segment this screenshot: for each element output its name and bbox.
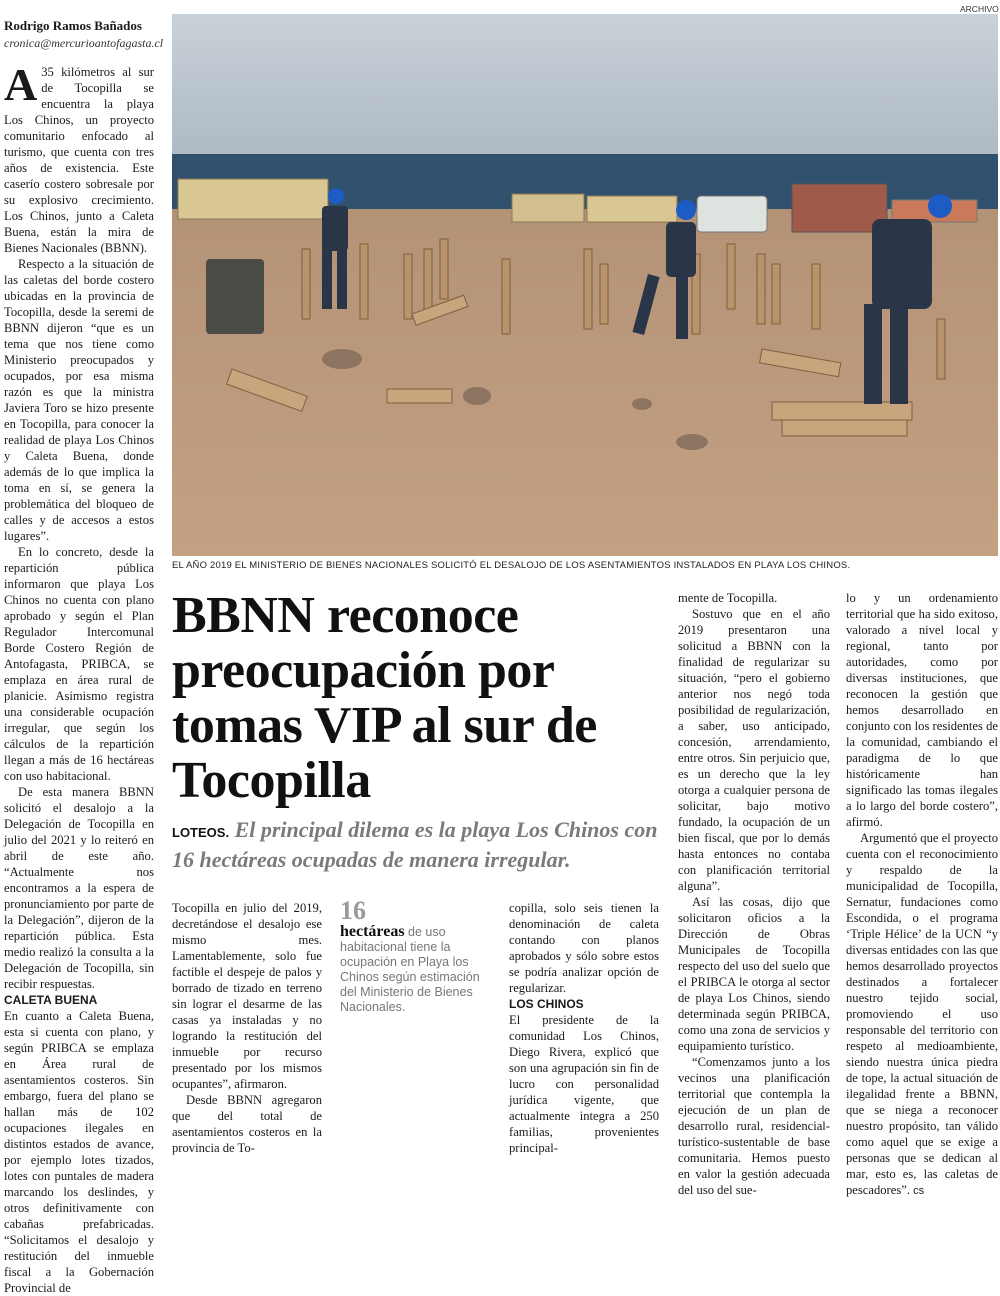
author-email: cronica@mercurioantofagasta.cl <box>4 36 164 50</box>
paragraph: “Comenzamos junto a los vecinos una planificación territorial que contempla la ejecución de un plan de desarrollo rural, residencial-turístico-sustentable de base comunitaria. Hemos puesto en valor la gestión adecuada del uso del sue- <box>678 1055 830 1197</box>
paragraph: Así las cosas, dijo que solicitaron oficios a la Dirección de Obras Municipales de Tocopilla respecto del uso del suelo que el PRIBCA le otorga al sector de playa Los Chinos, siendo determinada según PRIBCA, como una zona de servicios y equipamiento turístico. <box>678 895 830 1053</box>
photo-caption: EL AÑO 2019 EL MINISTERIO DE BIENES NACIONALES SOLICITÓ EL DESALOJO DE LOS ASENTAMIENTOS INSTALADOS EN PLAYA LOS CHINOS. <box>172 560 851 571</box>
paragraph: El presidente de la comunidad Los Chinos, Diego Rivera, explicó que son una agrupación sin fin de lucro con personalidad jurídica vigente, que actualmente integra a 250 familias, provenientes principal- <box>509 1013 659 1155</box>
paragraph: En cuanto a Caleta Buena, esta si cuenta con plano, y según PRIBCA se emplaza en Área rural de asentamientos costeros. Sin embargo, fuera del plano se hallan más de 102 ocupaciones ilegales en distintos estados de avance, por ejemplo lotes tizados, lotes con puntales de madera marcando los deslindes, y otros definitivamente con cabañas prefabricadas. “Solicitamos el desalojo y restitución del inmueble fiscal a la Gobernación Provincial de <box>4 1009 154 1295</box>
stat-label: hectáreas <box>340 923 405 940</box>
paragraph: Desde BBNN agregaron que del total de asentamientos costeros en la provincia de To- <box>172 1093 322 1155</box>
article-column-4 <box>678 590 830 1198</box>
article-photo <box>172 14 998 556</box>
end-mark-icon: cs <box>913 1185 925 1197</box>
article-column-5 <box>846 590 998 1199</box>
lead-paragraph: A 35 kilómetros al sur de Tocopilla se encuentra la playa Los Chinos, un proyecto comunitario enfocado al turismo, que cuenta con tres años de existencia. Este caserío costero sobresale por su explosivo crecimiento. Los Chinos, junto a Caleta Buena, están la mira de Bienes Nacionales (BBNN). <box>4 59 154 255</box>
paragraph: Sostuvo que en el año 2019 presentaron una solicitud a BBNN con la finalidad de regularizar su situación, “pero el gobierno anterior nos negó toda posibilidad de regularización, a saber, uso anticipado, concesión, arrendamiento, entre otros. Sin perjuicio que, es un derecho que la ley otorga a cualquier persona de solicitar, bajo motivo fundado, la ocupación de un bien fiscal, que por lo demás hasta entonces no contaba con planificación territorial alguna”. <box>678 607 830 893</box>
sky <box>172 14 998 159</box>
subhead-caleta-buena: CALETA BUENA <box>4 993 98 1007</box>
beach-workers-illustration <box>172 14 998 556</box>
stat-description: hectáreas de uso habitacional tiene la ocupación en Playa los Chinos según estimación del Ministerio de Bienes Nacionales. <box>340 923 480 1014</box>
deck-kicker: LOTEOS. <box>172 825 230 840</box>
deck <box>172 816 672 873</box>
paragraph: mente de Tocopilla. <box>678 591 778 605</box>
article-column-2 <box>172 900 322 1156</box>
stat-number: 16 <box>340 896 366 925</box>
paragraph: De esta manera BBNN solicitó el desalojo a la Delegación de Tocopilla en julio del 2021 y lo reiteró en abril de este año. “Actualmente nos encontramos a la espera de pronunciamiento por parte de la Delegación”, dijeron de la repartición pública. Esta medio realizó la consulta a la Delegación de Tocopilla, sin recibir respuestas. <box>4 785 154 991</box>
drop-cap: A <box>4 59 38 110</box>
paragraph: Tocopilla en julio del 2019, decretándose el desalojo ese mismo mes. Lamentablemente, solo fue factible el despeje de palos y borrado de tizado en terreno sin lograr el desarme de las casas ya instaladas y no logrando la restitución del inmueble por recurso presentado por los mismos ocupantes”, afirmaron. <box>172 901 322 1091</box>
deck-text: El principal dilema es la playa Los Chinos con 16 hectáreas ocupadas de manera irregular. <box>172 817 658 872</box>
paragraph: lo y un ordenamiento territorial que ha sido exitoso, valorado a nivel local y regional, tanto por autoridades, como por diversas instituciones, que reconocen la gestión que hemos desarrollado en conjunto con los residentes de la comunidad, cambiando el paradigma de lo que históricamente han significado las tomas ilegales a lo largo del borde costero”, afirmó. <box>846 591 998 829</box>
headline: BBNN reconoce preocupación por tomas VIP al sur de Tocopilla <box>172 587 597 809</box>
paragraph: Respecto a la situación de las caletas del borde costero ubicadas en la provincia de Tocopilla, desde la seremi de BBNN dijeron “que es un tema que nos tiene como Ministerio preocupados y ocupados, por esa misma razón es que la ministra Javiera Toro se hizo presente en Tocopilla, para conocer la realidad de playa Los Chinos y Caleta Buena, donde además de lo que implica la toma en sí, se genera la problemática del bloqueo de calles y de accesos a estos lugares”. <box>4 257 154 543</box>
paragraph: En lo concreto, desde la repartición pública informaron que playa Los Chinos no cuenta con plano aprobado y según el Plan Regulador Intercomunal Borde Costero Región de Antofagasta, PRIBCA, se emplaza en área rural de planicie. Asimismo registra una considerable ocupación irregular, que según los cálculos de la repartición llegan a más de 16 hectáreas con uso habitacional. <box>4 545 154 783</box>
paragraph: copilla, solo seis tienen la denominación de caleta contando con planos aprobados y sólo sobre estos se podría analizar opción de regularizar. <box>509 901 659 995</box>
photo-credit: ARCHIVO <box>960 4 999 14</box>
barrel <box>206 259 264 334</box>
subhead-los-chinos: LOS CHINOS <box>509 997 584 1011</box>
article-column-1 <box>4 59 154 1296</box>
author-name: Rodrigo Ramos Bañados <box>4 18 142 33</box>
paragraph: Argumentó que el proyecto cuenta con el reconocimiento y respaldo de la municipalidad de Tocopilla, Sernatur, fundaciones como Escondida, o el programa ‘Triple Hélice’ de la UCN “y diversas entidades con las que hemos desarrollado proyectos destinados a fortalecer nuestro tejido social, promoviendo el uso responsable del territorio con respeto al medioambiente, siendo nuestra única piedra de tope, la actual situación de ilegalidad frente a BBNN, que se niega a reconocer nuestro propósito, tan válido como aquel que se exige a personas que se dedican al mar, esto es, las caletas de pescadores”. cs <box>846 831 998 1197</box>
article-column-3 <box>509 900 659 1156</box>
